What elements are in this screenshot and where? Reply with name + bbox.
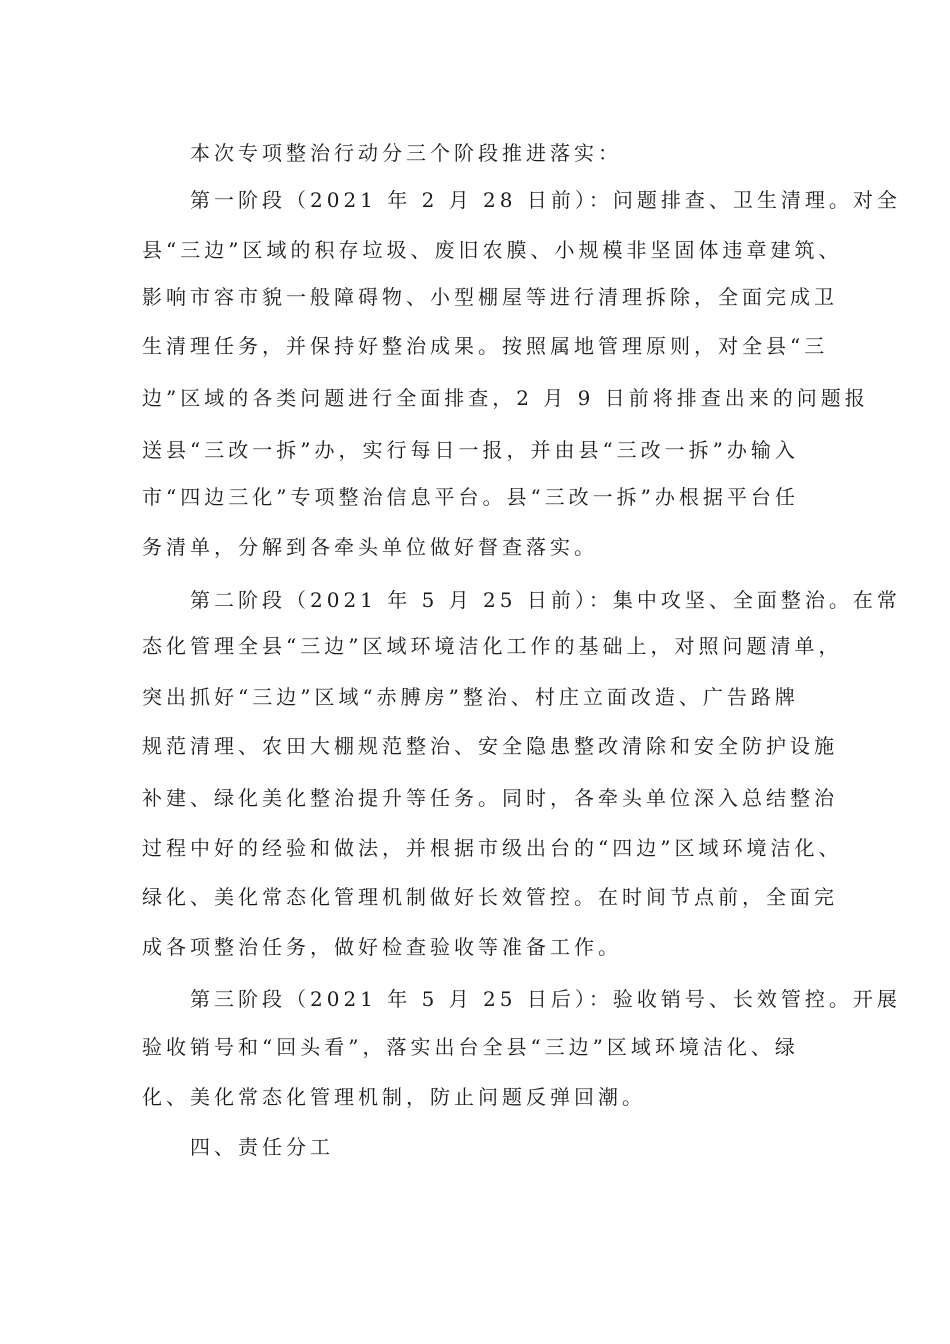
paragraph-stage2-line-2: 态化管理全县“三边”区域环境洁化工作的基础上，对照问题清单， [142, 634, 843, 658]
paragraph-stage2-line-4: 规范清理、农田大棚规范整治、安全隐患整改清除和安全防护设施 [142, 734, 838, 758]
paragraph-stage1-line-4: 生清理任务，并保持好整治成果。按照属地管理原则，对全县“三 [142, 334, 829, 358]
paragraph-stage2-line-8: 成各项整治任务，做好检查验收等准备工作。 [142, 935, 622, 959]
paragraph-stage1-line-1: 第一阶段（2021 年 2 月 28 日前）：问题排查、卫生清理。对全 [190, 188, 901, 212]
paragraph-stage2-line-6: 过程中好的经验和做法，并根据市级出台的“四边”区域环境洁化、 [142, 836, 843, 860]
paragraph-stage1-line-8: 务清单，分解到各牵头单位做好督查落实。 [142, 535, 598, 559]
paragraph-stage2-line-5: 补建、绿化美化整治提升等任务。同时，各牵头单位深入总结整治 [142, 786, 838, 810]
paragraph-stage3-line-3: 化、美化常态化管理机制，防止问题反弹回潮。 [142, 1085, 646, 1109]
paragraph-stage1-line-5: 边”区域的各类问题进行全面排查，2 月 9 日前将排查出来的问题报 [142, 386, 869, 410]
paragraph-stage1-line-2: 县“三边”区域的积存垃圾、废旧农膜、小规模非坚固体违章建筑、 [142, 238, 843, 262]
section-heading-responsibilities: 四、责任分工 [190, 1135, 334, 1159]
paragraph-stage1-line-7: 市“四边三化”专项整治信息平台。县“三改一拆”办根据平台任 [142, 485, 799, 509]
paragraph-stage1-line-3: 影响市容市貌一般障碍物、小型棚屋等进行清理拆除，全面完成卫 [142, 285, 838, 309]
paragraph-stage3-line-2: 验收销号和“回头看”，落实出台全县“三边”区域环境洁化、绿 [142, 1035, 799, 1059]
paragraph-stage2-line-7: 绿化、美化常态化管理机制做好长效管控。在时间节点前，全面完 [142, 885, 838, 909]
paragraph-intro-line: 本次专项整治行动分三个阶段推进落实： [190, 141, 622, 165]
paragraph-stage2-line-3: 突出抓好“三边”区域“赤膊房”整治、村庄立面改造、广告路牌 [142, 685, 799, 709]
paragraph-stage2-line-1: 第二阶段（2021 年 5 月 25 日前）：集中攻坚、全面整治。在常 [190, 588, 901, 612]
paragraph-stage1-line-6: 送县“三改一拆”办，实行每日一报，并由县“三改一拆”办输入 [142, 438, 799, 462]
paragraph-stage3-line-1: 第三阶段（2021 年 5 月 25 日后）：验收销号、长效管控。开展 [190, 987, 901, 1011]
